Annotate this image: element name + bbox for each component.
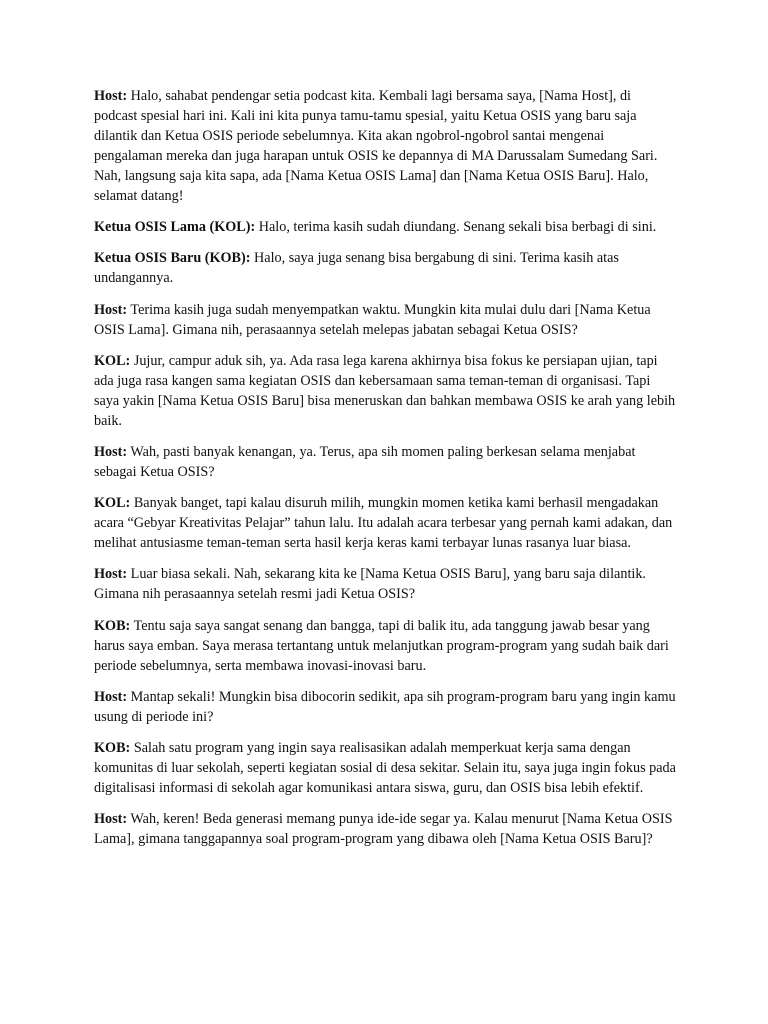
speaker-label: KOB: bbox=[94, 617, 131, 634]
transcript-body bbox=[94, 86, 676, 860]
speaker-label: KOL: bbox=[94, 495, 131, 512]
transcript-paragraph bbox=[94, 616, 676, 676]
speaker-label: Host: bbox=[94, 443, 128, 460]
dialogue-text: Banyak banget, tapi kalau disuruh milih, mungkin momen ketika kami berhasil mengadakan acara “Gebyar Kreativitas Pelajar” tahun lalu. Itu adalah acara terbesar yang pernah kami adakan, dan melihat antusiasme teman-teman serta hasil kerja keras kami terbayar lunas rasanya luar biasa. bbox=[94, 495, 673, 552]
speaker-label: Host: bbox=[94, 88, 128, 104]
dialogue-text: Halo, saya juga senang bisa bergabung di sini. Terima kasih atas undangannya. bbox=[94, 250, 619, 287]
dialogue-text: Terima kasih juga sudah menyempatkan waktu. Mungkin kita mulai dulu dari [Nama Ketua OSIS Lama]. Gimana nih, perasaannya setelah melepas jabatan sebagai Ketua OSIS? bbox=[94, 301, 651, 338]
speaker-label: KOB: bbox=[94, 739, 131, 756]
transcript-paragraph bbox=[94, 564, 676, 604]
dialogue-text: Mantap sekali! Mungkin bisa dibocorin sedikit, apa sih program-program baru yang ingin kamu usung di periode ini? bbox=[94, 688, 676, 725]
transcript-paragraph bbox=[94, 248, 676, 288]
speaker-label: Ketua OSIS Lama (KOL): bbox=[94, 219, 256, 236]
dialogue-text: Jujur, campur aduk sih, ya. Ada rasa lega karena akhirnya bisa fokus ke persiapan ujian, tapi ada juga rasa kangen sama kegiatan OSIS dan kebersamaan sama teman-teman di organisasi. Tapi saya yakin [Nama Ketua OSIS Baru] bisa meneruskan dan bahkan membawa OSIS ke arah yang lebih baik. bbox=[94, 352, 676, 429]
speaker-label: KOL: bbox=[94, 352, 131, 369]
speaker-label: Ketua OSIS Baru (KOB): bbox=[94, 250, 251, 267]
dialogue-text: Wah, keren! Beda generasi memang punya ide-ide segar ya. Kalau menurut [Nama Ketua OSIS Lama], gimana tanggapannya soal program-program yang dibawa oleh [Nama Ketua OSIS Baru]? bbox=[94, 811, 673, 848]
transcript-paragraph bbox=[94, 687, 676, 727]
speaker-label: Host: bbox=[94, 566, 128, 583]
speaker-label: Host: bbox=[94, 688, 128, 705]
transcript-paragraph bbox=[94, 442, 676, 482]
transcript-paragraph bbox=[94, 86, 676, 206]
transcript-paragraph bbox=[94, 809, 676, 849]
transcript-paragraph bbox=[94, 738, 676, 798]
transcript-paragraph bbox=[94, 300, 676, 340]
dialogue-text: Tentu saja saya sangat senang dan bangga, tapi di balik itu, ada tanggung jawab besar yang harus saya emban. Saya merasa tertantang untuk melanjutkan program-program yang sudah baik dari periode sebelumnya, serta membawa inovasi-inovasi baru. bbox=[94, 617, 669, 674]
dialogue-text: Halo, terima kasih sudah diundang. Senang sekali bisa berbagi di sini. bbox=[258, 219, 657, 236]
dialogue-text: Luar biasa sekali. Nah, sekarang kita ke [Nama Ketua OSIS Baru], yang baru saja dilantik. Gimana nih perasaannya setelah resmi jadi Ketua OSIS? bbox=[94, 566, 646, 603]
dialogue-text: Wah, pasti banyak kenangan, ya. Terus, apa sih momen paling berkesan selama menjabat sebagai Ketua OSIS? bbox=[94, 443, 636, 480]
dialogue-text: Halo, sahabat pendengar setia podcast kita. Kembali lagi bersama saya, [Nama Host], di podcast spesial hari ini. Kali ini kita punya tamu-tamu spesial, yaitu Ketua OSIS yang baru saja dilantik dan Ketua OSIS periode sebelumnya. Kita akan ngobrol-ngobrol santai mengenai pengalaman mereka dan juga harapan untuk OSIS ke depannya di MA Darussalam Sumedang Sari. Nah, langsung saja kita sapa, ada [Nama Ketua OSIS Lama] dan [Nama Ketua OSIS Baru]. Halo, selamat datang! bbox=[94, 88, 658, 204]
transcript-paragraph bbox=[94, 217, 676, 237]
transcript-paragraph bbox=[94, 351, 676, 431]
speaker-label: Host: bbox=[94, 301, 128, 318]
speaker-label: Host: bbox=[94, 811, 128, 828]
dialogue-text: Salah satu program yang ingin saya realisasikan adalah memperkuat kerja sama dengan komunitas di luar sekolah, seperti kegiatan sosial di desa sekitar. Selain itu, saya juga ingin fokus pada digitalisasi informasi di sekolah agar komunikasi antara siswa, guru, dan OSIS bisa lebih efektif. bbox=[94, 739, 676, 796]
transcript-paragraph bbox=[94, 493, 676, 553]
